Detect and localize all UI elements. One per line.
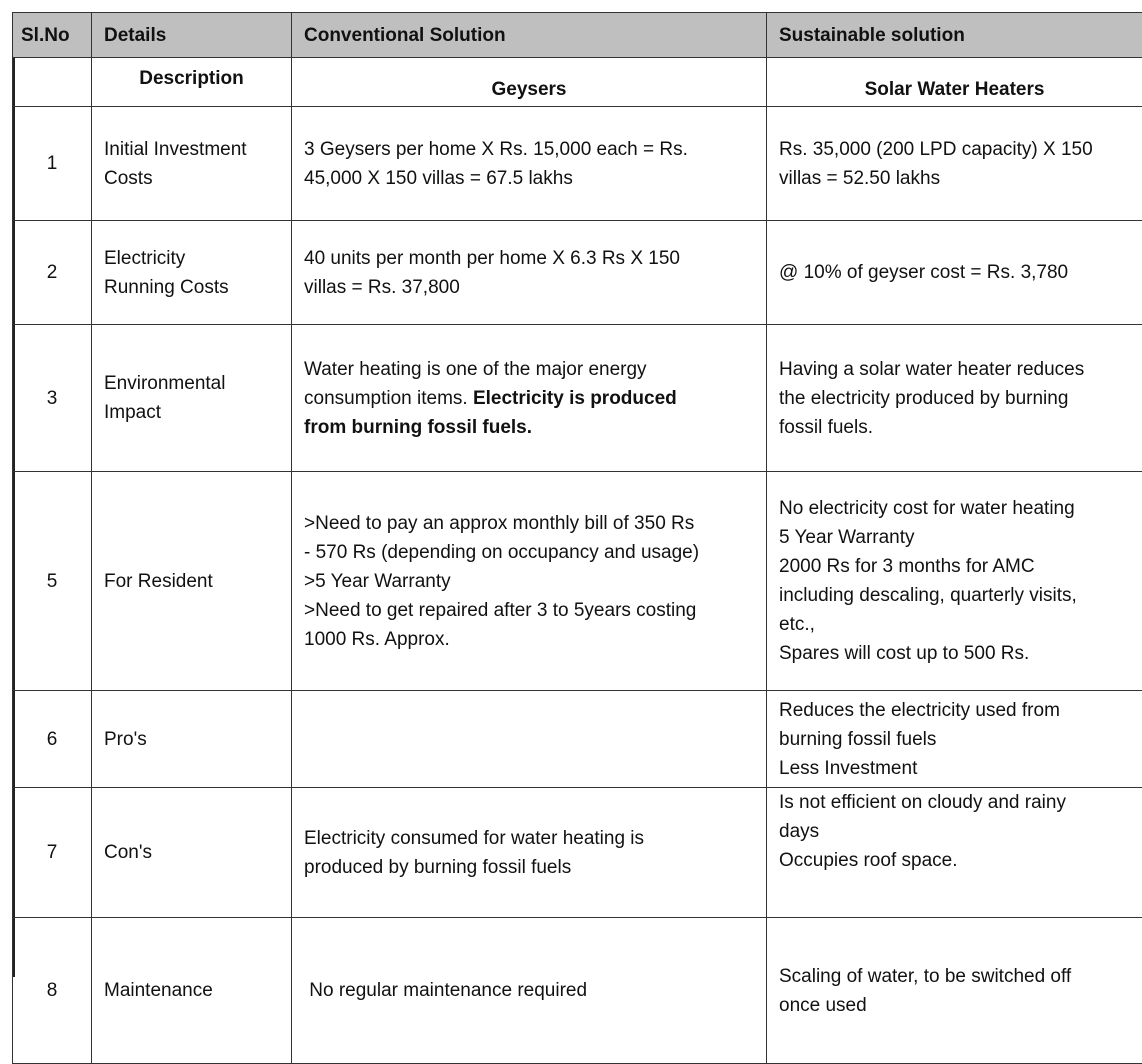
row-sustainable: @ 10% of geyser cost = Rs. 3,780 bbox=[767, 221, 1142, 325]
row-details: For Resident bbox=[92, 472, 292, 691]
row-conventional: No regular maintenance required bbox=[292, 918, 767, 1064]
row-details: Electricity Running Costs bbox=[92, 221, 292, 325]
comparison-table bbox=[12, 12, 1142, 1064]
subheader-row bbox=[13, 58, 1142, 107]
row-sustainable: Is not efficient on cloudy and rainy days Occupies roof space. bbox=[767, 788, 1142, 918]
row-details: Maintenance bbox=[92, 918, 292, 1064]
row-details: Environmental Impact bbox=[92, 325, 292, 472]
row-details: Initial Investment Costs bbox=[92, 107, 292, 221]
subheader-empty bbox=[13, 58, 92, 107]
header-conventional: Conventional Solution bbox=[292, 13, 767, 58]
row-number: 3 bbox=[13, 325, 92, 472]
row-conventional: Electricity consumed for water heating is produced by burning fossil fuels bbox=[292, 788, 767, 918]
row-number: 5 bbox=[13, 472, 92, 691]
subheader-description: Description bbox=[92, 58, 292, 107]
row-number: 2 bbox=[13, 221, 92, 325]
row-sustainable: No electricity cost for water heating 5 Year Warranty 2000 Rs for 3 months for AMC including descaling, quarterly visits, etc., Spares will cost up to 500 Rs. bbox=[767, 472, 1142, 691]
table-row bbox=[13, 788, 1142, 918]
table-row bbox=[13, 221, 1142, 325]
row-conventional: 3 Geysers per home X Rs. 15,000 each = Rs. 45,000 X 150 villas = 67.5 lakhs bbox=[292, 107, 767, 221]
table-row bbox=[13, 325, 1142, 472]
table-row bbox=[13, 691, 1142, 788]
header-details: Details bbox=[92, 13, 292, 58]
row-sustainable: Having a solar water heater reduces the electricity produced by burning fossil fuels. bbox=[767, 325, 1142, 472]
header-sustainable: Sustainable solution bbox=[767, 13, 1142, 58]
header-row bbox=[13, 13, 1142, 58]
row-number: 1 bbox=[13, 107, 92, 221]
row-conventional: Water heating is one of the major energy consumption items. Electricity is produced from burning fossil fuels. bbox=[292, 325, 767, 472]
row-sustainable: Rs. 35,000 (200 LPD capacity) X 150 villas = 52.50 lakhs bbox=[767, 107, 1142, 221]
row-conventional: 40 units per month per home X 6.3 Rs X 150 villas = Rs. 37,800 bbox=[292, 221, 767, 325]
row-details: Con's bbox=[92, 788, 292, 918]
row-number: 6 bbox=[13, 691, 92, 788]
row-number: 7 bbox=[13, 788, 92, 918]
row-details: Pro's bbox=[92, 691, 292, 788]
row-number: 8 bbox=[13, 918, 92, 1064]
table-row bbox=[13, 107, 1142, 221]
row-sustainable: Reduces the electricity used from burning fossil fuels Less Investment bbox=[767, 691, 1142, 788]
row-sustainable: Scaling of water, to be switched off once used bbox=[767, 918, 1142, 1064]
subheader-solar: Solar Water Heaters bbox=[767, 58, 1142, 107]
header-slno: Sl.No bbox=[13, 13, 92, 58]
table-row bbox=[13, 472, 1142, 691]
row-conventional: >Need to pay an approx monthly bill of 350 Rs - 570 Rs (depending on occupancy and usage) >5 Year Warranty >Need to get repaired after 3 to 5years costing 1000 Rs. Approx. bbox=[292, 472, 767, 691]
subheader-geysers: Geysers bbox=[292, 58, 767, 107]
table-row bbox=[13, 918, 1142, 1064]
row-conventional bbox=[292, 691, 767, 788]
